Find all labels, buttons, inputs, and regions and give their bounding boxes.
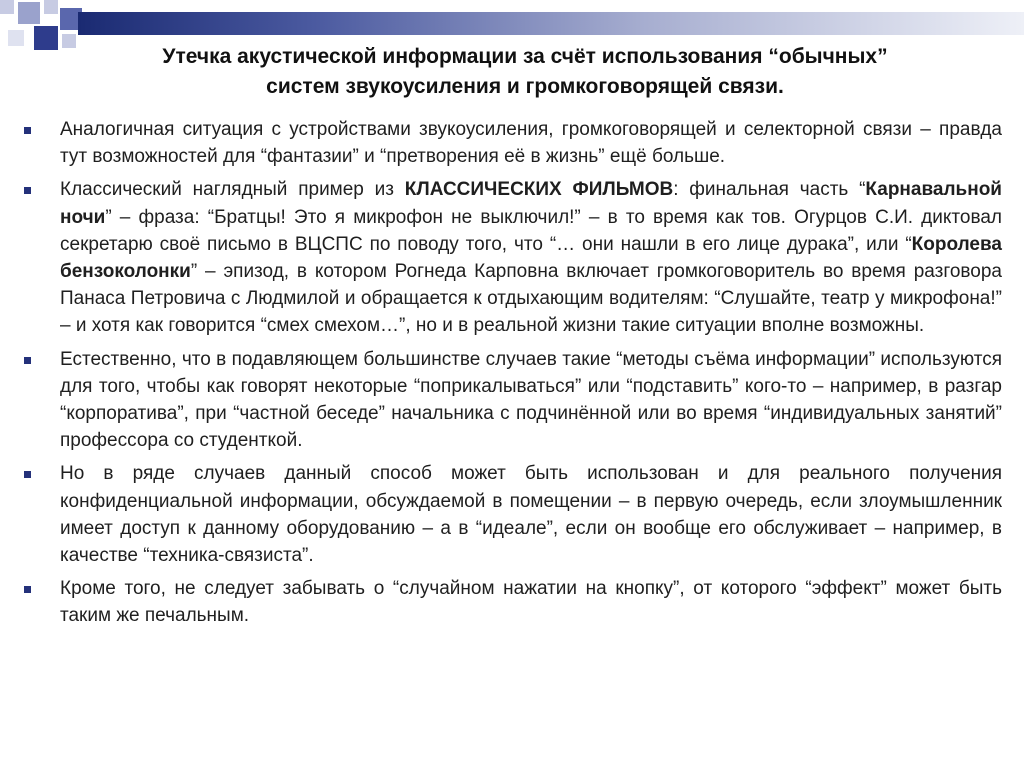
bullet-text-segment: : финальная часть “ [673,179,866,201]
bullet-text [60,179,1002,336]
bullet-text [60,349,1002,452]
bullet-list [22,116,1002,636]
bullet-text-bold: КЛАССИЧЕСКИХ ФИЛЬМОВ [404,179,674,201]
slide-title-line2: систем звукоусиления и громкоговорящей связи. [266,75,784,98]
decor-square [34,26,58,50]
bullet-item [22,460,1002,569]
square-bullet-icon [24,357,31,364]
bullet-item [22,346,1002,455]
bullet-text-segment: Естественно, что в подавляющем большинстве случаев такие “методы съёма информации” используются для того, чтобы как говорят некоторые “поприкалываться” или “подставить” кого-то – например, в разгар “корпоратива”, при “частной беседе” начальника с подчинённой или во время “индивидуальных занятий” профессора со студенткой. [60,348,1002,452]
bullet-text [60,119,1002,167]
bullet-text [60,578,1002,626]
bullet-text-segment: Кроме того, не следует забывать о “случайном нажатии на кнопку”, от которого “эффект” может быть таким же печальным. [60,578,1002,627]
decor-square [8,30,24,46]
bullet-text-segment: ” – эпизод, в котором Рогнеда Карповна включает громкоговоритель во время разговора Панаса Петровича с Людмилой и обращается к отдыхающим водителям: “Слушайте, театр у микрофона!” – и хотя как говорится “смех смехом…”, но и в реальной жизни такие ситуации вполне возможны. [60,261,1002,337]
square-bullet-icon [24,187,31,194]
slide-title-line1: Утечка акустической информации за счёт использования “обычных” [162,45,888,68]
bullet-text-segment: ” – фраза: “Братцы! Это я микрофон не выключил!” – в то время как тов. Огурцов С.И. диктовал секретарю своё письмо в ВЦСПС по поводу того, что “… они нашли в его лице дурака”, или “ [60,206,1002,255]
decor-square [0,0,14,14]
bullet-item [22,176,1002,339]
square-bullet-icon [24,127,31,134]
bullet-text-segment: Классический наглядный пример из [60,179,405,201]
bullet-text [60,463,1002,566]
bullet-text-bold: Карнавальной ночи [60,179,1002,228]
bullet-text-bold: Королева бензоколонки [60,233,1002,283]
decor-square [18,2,40,24]
bullet-item [22,116,1002,170]
slide-title [60,42,990,102]
bullet-text-segment: Но в ряде случаев данный способ может быть использован и для реального получения конфиденциальной информации, обсуждаемой в помещении – в первую очередь, если злоумышленник имеет доступ к данному оборудованию – а в “идеале”, если он вообще его обслуживает – например, в качестве “техника-связиста”. [60,463,1002,567]
bullet-text-segment: Аналогичная ситуация с устройствами звукоусиления, громкоговорящей и селекторной связи – правда тут возможностей для “фантазии” и “претворения её в жизнь” ещё больше. [60,119,1002,168]
decor-square [44,0,58,14]
square-bullet-icon [24,586,31,593]
bullet-item [22,575,1002,629]
square-bullet-icon [24,471,31,478]
header-gradient-band [78,12,1024,35]
